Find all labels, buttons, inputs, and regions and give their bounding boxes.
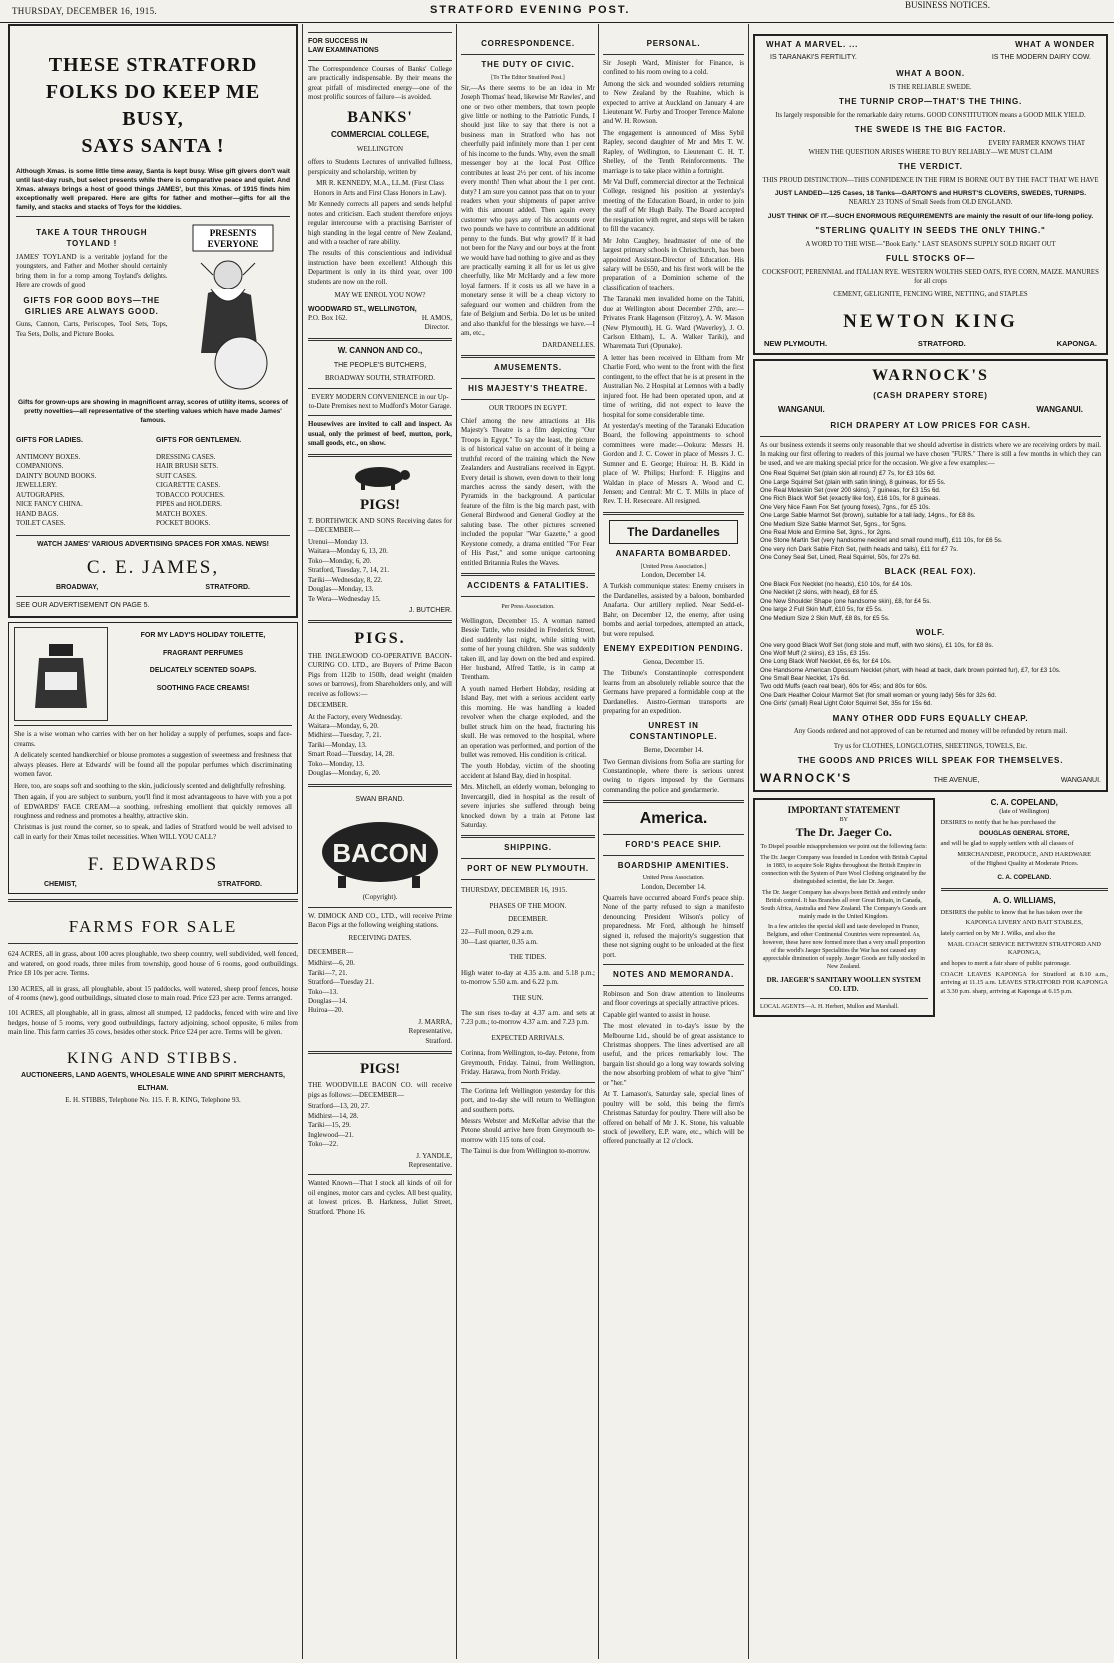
text-block: THE WOODVILLE BACON CO. will receive pigs as follows:—DECEMBER— — [308, 1081, 452, 1099]
james-intro: Although Xmas. is some little time away, Santa is kept busy. Wise gift givers don't wait until last-day rush, but select presents while there is comparative peace and quiet. And Xmas. always brings a host of good things JAMES', but this Xmas. of 1915 finds him exceptionally well prepared. Here are gifts for father and mother—gifts for all the family, and stacks and stacks of Toys for the kiddies. — [16, 168, 290, 211]
text-block: (late of Wellington) — [999, 808, 1050, 816]
text-block: Inglewood—21. — [308, 1130, 354, 1139]
perfume-bottle-illustration — [14, 627, 108, 721]
text-block: C. A. COPELAND, — [990, 797, 1058, 807]
text-block: WOLF. — [916, 627, 945, 637]
farm-listing: 101 ACRES, all ploughable, all in grass, almost all stumped, 12 paddocks, fenced with wire and live hedges, house of 5 rooms, very good outbuildings, factory adjoining, school opposite, 6 miles from main line. This farm carries 35 cows, besides other stock. Price £24 per acre. Terms will be given. — [8, 1009, 298, 1037]
text-block: MR R. KENNEDY, M.A., LL.M. (First Class Honors in Arts and First Class Honors in Law). — [313, 179, 447, 197]
text-block: IMPORTANT STATEMENT — [787, 804, 900, 815]
pigs-heading: PIGS. — [354, 630, 406, 648]
text-block: One New Shoulder Shape (one handsome skin), £8, for £4 5s. — [760, 597, 931, 605]
text-block: At T. Lamason's, Saturday sale, special lines of poultry will be sold, this being the firm's Christmas Saturday for poultry. There will also be offered on behalf of Mr J. K. Stone, his valuable stock of jewellery, E.P. ware, etc., which will be offered punctually at 12 o'clock. — [603, 1090, 744, 1146]
text-block: PHASES OF THE MOON. — [489, 901, 567, 910]
text-block: One Long Black Wolf Necklet, £6 6s, for £4 10s. — [760, 658, 892, 666]
text-block: BY — [839, 816, 848, 823]
text-block: Genoa, December 15. — [642, 657, 705, 666]
text-block: THE SWEDE IS THE BIG FACTOR. — [854, 125, 1007, 135]
text-block: Chief among the new attractions at His Majesty's Theatre is a film depicting "Our Troops in Egypt." To say the least, the picture is of historical value on account of it being a truthful record of the training which the New Zealanders and Australians received in Egypt. Every detail is shown, even down to their long marches across the sandy desert, with the Pyramids in the background. A particular feature of the film is the big march past, with General Birdwood and General Godley at the saluting base. The other pictures screened included the popular "War Gazette," a good Keystone comedy, a drama entitled "For Fear of His Past," and some unique cartooning entitled Britannia Rules the Waves. — [461, 416, 595, 567]
text-block: J. MARRA, — [418, 1017, 452, 1026]
text-block: MERCHANDISE, PRODUCE, AND HARDWARE — [957, 851, 1092, 859]
text-block: ANAFARTA BOMBARDED. — [615, 549, 732, 559]
list-item: NICE FANCY CHINA. — [16, 500, 83, 509]
america-heading: America. — [639, 810, 708, 828]
text-block: offers to Students Lectures of unrivalled fullness, perspicuity and scholarship, written by — [308, 158, 452, 176]
text-block: THE PEOPLE'S BUTCHERS, — [333, 361, 427, 369]
text-block: P.O. Box 162. — [308, 314, 348, 323]
list-item: POCKET BOOKS. — [156, 519, 211, 528]
text-block: Toko—13. — [308, 987, 339, 996]
jaeger-advert — [753, 798, 935, 1018]
warnocks-name: WARNOCK'S — [872, 366, 989, 384]
text-block: [To The Editor Stratford Post.] — [491, 74, 565, 81]
list-item: HAIR BRUSH SETS. — [156, 462, 219, 471]
text-block: MAY WE ENROL YOU NOW? — [334, 291, 426, 300]
issue-date: THURSDAY, DECEMBER 16, 1915. — [12, 6, 157, 16]
text-block: NOTES AND MEMORANDA. — [612, 970, 735, 980]
text-block: Tariki—7, 21. — [308, 968, 348, 977]
text-block: COMMERCIAL COLLEGE, — [330, 130, 430, 140]
text-block: One Real Squirrel Set (plain skin all round) £7 7s, for £3 10s 6d. — [760, 470, 936, 478]
text-block: Midhirst—6, 20. — [308, 959, 355, 968]
text-block: Stratford. — [425, 1036, 452, 1045]
text-block: Wanted Known—That I stock all kinds of oil for oil engines, motor cars and cycles. All best quality, at lowest prices. B. Harkness, Juliet Street, Stratford. 'Phone 16. — [308, 1179, 452, 1216]
list-item: TOILET CASES. — [16, 519, 66, 528]
text-block: As our business extends it seems only reasonable that we should advertise in districts where we are receiving orders by mail. In making our first offering to readers of this journal we have chosen "FURS." There is still a few months in which they can be used, and we are making special price for the occasion. We give a few examples:— — [760, 441, 1101, 468]
text-block: THE TURNIP CROP—THAT'S THE THING. — [838, 97, 1023, 107]
text-block: WARNOCK'S — [760, 770, 853, 785]
jaeger-name: The Dr. Jaeger Co. — [795, 824, 892, 839]
text-block: The most elevated in to-day's issue by the Melbourne Ltd., should be of great assistance to Christmas shoppers. The lines advertised are all useful, and the prices remarkably low. The bargain list should go a long way towards solving the now absorbing problem of what to give "him" or "her." — [603, 1022, 744, 1087]
text-block: Mr Kennedy corrects all papers and sends helpful notes and criticism. Each student therefore enjoys regular intercourse with a practising Barrister of high standing in the legal centre of New Zealand, and with a teacher of rare ability. — [308, 200, 452, 246]
text-block: Tariki—Monday, 13. — [308, 740, 367, 749]
edwards-name: F. EDWARDS — [87, 854, 219, 876]
column-3 — [461, 24, 595, 1659]
text-block: KAPONGA LIVERY AND BAIT STABLES, — [965, 919, 1083, 927]
section-title: BUSINESS NOTICES. — [905, 0, 991, 10]
toyland-text: JAMES' TOYLAND is a veritable joyland for the youngsters, and Father and Mother should certainly bring them in for a romp among Toyland's delights. Here are crowds of good — [16, 253, 168, 290]
king-stibbs-name: KING AND STIBBS. — [66, 1049, 239, 1067]
text-block: T. BORTHWICK AND SONS Receiving dates for—DECEMBER— — [308, 517, 452, 535]
text-block: J. YANDLE, — [416, 1151, 452, 1160]
text-block: One Medium Size 2 Skin Muff, £8 8s, for £5 5s. — [760, 614, 890, 622]
text-block: THE TIDES. — [509, 953, 547, 962]
text-block: FOR SUCCESS IN — [308, 38, 368, 45]
text-block: Mrs. Mitchell, an elderly woman, belonging to Invercargill, died in hospital as the result of severe injuries she suffered through being knocked down by a train at Petone last Saturday. — [461, 783, 595, 830]
text-block: Representative, — [408, 1027, 452, 1036]
text-block: DESIRES to notify that he has purchased the — [940, 819, 1056, 827]
text-block: A delicately scented handkerchief or blouse promotes a suggestion of sweetness and freshness that always pleases. Here at Edwards' will be found all the popular perfumes which discriminating women favor. — [14, 751, 292, 779]
text-block: THE INGLEWOOD CO-OPERATIVE BACON-CURING CO. LTD., are Buyers of Prime Bacon Pigs from 112lb to 150lb, dead weight (maiden sows or barrows), from Shareholders only, and will receive as follows:— — [308, 651, 452, 698]
text-block: In a few articles the special skill and taste developed in France, Belgium, and other Continental Countries were represented. As, however, these have now formed more than a very small proportion of the world's Jaeger Specialities the War has not caused any appreciable diminution of supply. Jaeger Goods are fully stocked in New Zealand. — [762, 923, 926, 971]
text-block: Berne, December 14. — [643, 746, 704, 755]
text-block: A. O. WILLIAMS, — [992, 895, 1056, 905]
text-block: One Rich Black Wolf Set (exactly like fox), £16 10s, for 8 guineas. — [760, 495, 941, 503]
boys-heading: GIFTS FOR GOOD BOYS—THE GIRLIES ARE ALWAYS GOOD. — [23, 295, 161, 316]
list-item: JEWELLERY. — [16, 481, 57, 490]
text-block: WELLINGTON — [356, 145, 404, 154]
newton-king-name: NEWTON KING — [843, 311, 1018, 333]
farm-listing: 624 ACRES, all in grass, about 100 acres ploughable, two sheep country, well subdivided, well fenced, and watered, on good roads, three miles from township, good house of 6 rooms, good outbuildings. Price £8 10s per acre. Terms. — [8, 950, 298, 978]
text-block: DECEMBER— — [308, 947, 354, 956]
text-block: At yesterday's meeting of the Taranaki Education Board, the following appointments to school committees were made:—Ookura: Messrs H. Gordon and J. C. Cower in place of Messrs J. C. Sumner and E. George; Huiroa: H. B. Kidd in place of W. Philips; Hurford: F. Higgins and Waldan in place of Messrs A. Wood and C. Jensen; and Central: Mr C. T. Mills in place of Rev. T. H. Reseceare. All resigned. — [603, 421, 744, 506]
text-block: Mr John Caughey, headmaster of one of the largest primary schools in Christchurch, has been appointed Assistant-Director of Education. His salary will be £650, and his first work will be the preparation of a Dominion scheme of the classification of teachers. — [603, 236, 744, 292]
column-1 — [8, 24, 298, 1659]
text-block: Sir,—As there seems to be an idea in Mr Joseph Thomas' head, likewise Mr Rawles', and one or two other members, that town people give little or nothing to the Patriotic Funds, I should just like to say that there is not a business man in Stratford who has not cheerfully paid infinitely more than 1 per cent of his income to the funds. Why, even the small messenger boy at the local Post Office contributes at least 2½ per cent. of his income every month! Then what about the 1 per cent. duty? I am sure you cannot pass that on to your readers when your shipments of paper arrive with this amount added. Then again every customer who pays any of his accounts over two pounds we have to contribute an additional penny to the funds. But why growl? If it had not been for the Navy and our boys at the front we would have had nothing to give and as they are practically earning it all for us let us give cheerfully, like Mr McHardy and a few more loyal farmers. If it costs us all we have in a monetary sense it will be a cheap victory to safeguard our women and children from the fate of Belgium and Serbia. Do let us be united and also thankful for the blessings we have.—I am, etc., — [461, 83, 595, 338]
text-block: KAPONGA. — [1056, 338, 1097, 348]
text-block: DOUGLAS GENERAL STORE, — [979, 829, 1070, 837]
text-block: One Large Sable Marmot Set (brown), suitable for a tall lady, 14gns., for £8 8s. — [760, 512, 976, 520]
text-block: The sun rises to-day at 4.37 a.m. and sets at 7.23 p.m.; to-morrow 4.37 a.m. and 7.23 p.m. — [461, 1009, 595, 1027]
text-block: MANY OTHER ODD FURS EQUALLY CHEAP. — [832, 713, 1029, 723]
text-block: The Corinna left Wellington yesterday for this port, and to-day she will return to Wellington and southern ports. — [461, 1086, 595, 1114]
text-block: 22—Full moon, 0.29 a.m. — [461, 928, 534, 937]
list-item: MATCH BOXES. — [156, 509, 207, 518]
text-block: A WORD TO THE WISE—"Book Early." LAST SEASON'S SUPPLY SOLD RIGHT OUT — [805, 240, 1056, 248]
text-block: STRATFORD. — [217, 880, 262, 888]
text-block: Smart Road—Tuesday, 14, 28. — [308, 750, 395, 759]
text-block: THESE STRATFORD — [48, 54, 258, 76]
text-block: FRAGRANT PERFUMES — [162, 649, 244, 657]
text-block: OUR TROOPS IN EGYPT. — [489, 403, 567, 412]
text-block: Sir Joseph Ward, Minister for Finance, is confined to his room owing to a cold. — [603, 58, 744, 77]
text-block: THE DUTY OF CIVIC. — [481, 59, 575, 69]
text-block: Toko—22. — [308, 1140, 339, 1149]
text-block: MAIL COACH SERVICE BETWEEN STRATFORD AND KAPONGA, — [947, 940, 1101, 957]
newton-king-advert — [753, 34, 1108, 355]
text-block: EVERY MODERN CONVENIENCE in our Up-to-Date Premises next to Mudford's Motor Garage. — [308, 392, 452, 410]
text-block: The Tribune's Constantinople correspondent learns from an absolutely reliable source that the Germans have prepared a formidable coup at the Dardanelles. Austro-German transports are preparing for an expedition. — [603, 669, 744, 716]
text-block: DECEMBER. — [508, 914, 548, 923]
text-block: THURSDAY, DECEMBER 16, 1915. — [461, 886, 568, 895]
text-block: The youth Hobday, victim of the shooting accident at Island Bay, died in hospital. — [461, 762, 595, 780]
text-block: DR. JAEGER'S SANITARY WOOLLEN SYSTEM CO. LTD. — [766, 975, 921, 993]
text-block: BROADWAY SOUTH, STRATFORD. — [325, 374, 435, 383]
text-block: W. DIMOCK AND CO., LTD., will receive Prime Bacon Pigs at the following weighing stations. — [308, 911, 452, 929]
text-block: High water to-day at 4.35 a.m. and 5.18 p.m.; to-morrow 5.50 a.m. and 6.22 p.m. — [461, 968, 595, 987]
text-block: Waitara—Monday 6, 13, 20. — [308, 547, 388, 556]
text-block: and hopes to merit a fair share of public patronage. — [940, 959, 1071, 967]
text-block: One Wolf Muff (2 skins), £3 15s, £3 15s. — [760, 650, 871, 658]
pig-icon — [340, 462, 420, 492]
text-block: Per Press Association. — [501, 603, 555, 610]
text-block: Director. — [424, 323, 450, 332]
text-block: Wellington, December 15. A woman named Bessie Tattle, who resided in Frederick Street, died suddenly last night, while sitting with some of her young children. She was suddenly taken ill, and lay down on the bed and expired. Her husband, Alfred Tattle, is in camp at Trentham. — [461, 616, 595, 682]
column-2 — [308, 24, 452, 1659]
text-block: WANGANUI. — [1036, 405, 1083, 415]
list-item: HAND BAGS. — [16, 509, 59, 518]
text-block: Midhirst—Tuesday, 7, 21. — [308, 731, 382, 740]
text-block: FOR MY LADY'S HOLIDAY TOILETTE, — [140, 632, 266, 640]
bacon-logo-text: BACON — [332, 838, 428, 869]
text-block: One Large Squirrel Set (plain with satin lining), 8 guineas, for £5 5s. — [760, 478, 946, 486]
pigs-heading: PIGS! — [359, 496, 400, 513]
text-block: One Small Bear Necklet, 17s 6d. — [760, 675, 850, 683]
text-block: THIS PROUD DISTINCTION—THIS CONFIDENCE IN THE FIRM IS BORNE OUT BY THE FACT THAT WE HAVE — [762, 177, 1099, 185]
text-block: A Turkish communique states: Enemy cruisers in the Dardanelles, assisted by a baloon, bombarded Anafarta. Our artillery replied. Near Sedd-el-Bahr, on December 12, the enemy, after using bombs and aerial torpedoes, attempted an attack, but were repulsed. — [603, 582, 744, 638]
text-block: [United Press Association.] — [640, 563, 707, 570]
list-item: TOBACCO POUCHES. — [156, 490, 225, 499]
text-block: Quarrels have occurred aboard Ford's peace ship. None of the party refused to sign a manifesto denouncing President Wilson's policy of preparedness. Mr Ford, although he himself signed it, refused the majority's suggestion that these not signing ought to be unloaded at the first port. — [603, 893, 744, 959]
ladies-heading: GIFTS FOR LADIES. — [16, 436, 83, 444]
text-block: One Real Mole and Ermine Set, 3gns., for 2gns. — [760, 528, 892, 536]
text-block: EXPECTED ARRIVALS. — [491, 1033, 565, 1042]
text-block: BROADWAY, — [56, 583, 99, 591]
text-block: WANGANUI. — [1060, 776, 1101, 784]
see-page-notice: SEE OUR ADVERTISEMENT ON PAGE 5. — [16, 602, 150, 610]
text-block: EVERY FARMER KNOWS THAT — [988, 139, 1085, 147]
text-block: She is a wise woman who carries with her on her holiday a supply of perfumes, soaps and face-creams. — [14, 730, 292, 748]
text-block: Toko—Monday, 13. — [308, 759, 365, 768]
text-block: One Handsome American Opossum Necklet (short, with head at back, dark brown pointed fur), £7, for £3 10s. — [760, 666, 1061, 674]
text-block: WHEN THE QUESTION ARISES WHERE TO BUY RELIABLY—WE MUST CLAIM — [808, 149, 1053, 157]
text-block: UNREST IN CONSTANTINOPLE. — [629, 721, 718, 742]
text-block: A letter has been received in Eltham from Mr Charlie Ford, who went to the front with the first contingent, to the effect that he is at present in the Australian No. 2 Hospital at Lemnos with a badly injured foot. He had been operated upon, and at time of writing, did not expect to leave the hospital for some considerable time. — [603, 353, 744, 419]
text-block: Stratford—Tuesday 21. — [308, 978, 374, 987]
text-block: Housewives are invited to call and inspect. As usual, only the primest of beef, mutton, pork, small goods, etc., on show. — [308, 420, 452, 448]
text-block: WHAT A WONDER — [1015, 40, 1095, 49]
text-block: London, December 14. — [641, 571, 706, 579]
text-block: The Correspondence Courses of Banks' College are practically indispensable. By their means the great pitfall of misdirected energy—one of the most prolific sources of failure—is avoided. — [308, 64, 452, 102]
shipping-heading: SHIPPING. — [504, 843, 552, 853]
text-block: ELTHAM. — [137, 1084, 169, 1092]
text-block: One Very Nice Fawn Fox Set (young foxes), 7gns., for £5 10s. — [760, 503, 931, 511]
svg-text:EVERYONE: EVERYONE — [208, 239, 259, 250]
text-block: Any Goods ordered and not approved of can be returned and money will be refunded by return mail. — [793, 728, 1068, 736]
text-block: RICH DRAPERY AT LOW PRICES FOR CASH. — [830, 421, 1031, 431]
text-block: One Stone Martin Set (very handsome necklet and small round muff), £11 10s, for £6 5s. — [760, 537, 1003, 545]
text-block: Robinson and Son draw attention to linoleums and floor coverings at specially attractive prices. — [603, 989, 744, 1008]
text-block: (Copyright). — [362, 893, 398, 902]
text-block: One Black Fox Necklet (no heads), £10 10s, for £4 10s. — [760, 581, 913, 589]
pigs-heading: PIGS! — [359, 1061, 400, 1078]
text-block: and will be glad to supply settlers with all classes of — [940, 840, 1074, 848]
list-item: COMPANIONS. — [16, 462, 64, 471]
text-block: J. BUTCHER. — [408, 606, 452, 614]
text-block: IS TARANAKI'S FERTILITY. — [770, 53, 857, 61]
text-block: Try us for CLOTHES, LONGCLOTHS, SHEETINGS, TOWELS, Etc. — [833, 742, 1028, 750]
list-item: AUTOGRAPHS. — [16, 490, 65, 499]
text-block: One very rich Dark Sable Fitch Set, (with heads and tails), £11 for £7 7s. — [760, 545, 958, 553]
text-block: ENEMY EXPEDITION PENDING. — [603, 644, 744, 654]
text-block: STRATFORD. — [205, 583, 250, 591]
list-item: CIGARETTE CASES. — [156, 481, 221, 490]
james-headline — [16, 52, 290, 160]
text-block: of the Highest Quality at Moderate Prices. — [970, 859, 1079, 867]
text-block: C. A. COPELAND. — [997, 874, 1052, 882]
list-item: DAINTY BOUND BOOKS. — [16, 471, 97, 480]
text-block: NEARLY 23 TONS of Small Seeds from OLD ENGLAND. — [848, 199, 1013, 207]
text-block: The results of this conscientious and individual instruction have been excellent! Although this Department is only in its third year, over 100 students are now on the roll. — [308, 249, 452, 286]
text-block: Then again, if you are subject to sunburn, you'll find it most advantageous to have with you a pot of EDWARDS' FACE CREAM—a soothing, refreshing emollient that quickly removes all roughness and redness and promotes a healthy, attractive skin. — [14, 793, 292, 820]
bacon-logo — [316, 812, 444, 890]
text-block: The Dr. Jaeger Company has always been British and entirely under British control. It has Branches all over Great Britain, in Canada, South Africa, Australia and New Zealand. The Company's Goods are mainly made in the United Kingdom. — [761, 889, 927, 920]
text-block: Capable girl wanted to assist in house. — [603, 1010, 711, 1019]
text-block: IS THE MODERN DAIRY COW. — [991, 53, 1091, 61]
text-block: Te Wera—Wednesday 15. — [308, 594, 381, 603]
text-block: FULL STOCKS OF— — [885, 253, 976, 263]
text-block: One Dark Heather Colour Marmot Set (for small woman or young lady) 56s for 32s 6d. — [760, 691, 997, 699]
text-block: SWAN BRAND. — [355, 795, 405, 803]
text-block: CEMENT, GELIGNITE, FENCING WIRE, NETTING, and STAPLES — [833, 290, 1028, 298]
text-block: One Real Moleskin Set (over 200 skins), 7 guineas, for £3 15s 6d. — [760, 487, 941, 495]
text-block: United Press Association. — [642, 875, 705, 882]
text-block: THE GOODS AND PRICES WILL SPEAK FOR THEMSELVES. — [797, 755, 1064, 765]
text-block: Messrs Webster and McKellar advise that the Petone should arrive here from Greymouth to-morrow with 115 tons of coal. — [461, 1116, 595, 1144]
text-block: Waitara—Monday, 6, 20. — [308, 722, 379, 731]
text-block: Stratford—13, 20, 27. — [308, 1102, 370, 1111]
farms-heading: FARMS FOR SALE — [68, 917, 238, 937]
text-block: SAYS SANTA ! — [81, 135, 225, 157]
text-block: BLACK (REAL FOX). — [884, 567, 977, 577]
column-5 — [753, 24, 1108, 1659]
text-block: THE VERDICT. — [898, 162, 963, 172]
list-item: ANTIMONY BOXES. — [16, 453, 81, 461]
text-block: A youth named Herbert Hobday, residing at Island Bay, met with a serious accident early this morning. He was handling a loaded revolver when the charge exploded, and the bullet struck him on the head, fracturing his skull. He was removed to the hospital, where an operation was performed, and portion of the bullet was removed. His condition is critical. — [461, 684, 595, 759]
text-block: One Medium Size Sable Marmot Set, 5gns., for 5gns. — [760, 520, 907, 528]
text-block: Stratford, Tuesday, 7, 14, 21. — [308, 566, 390, 575]
text-block: DESIRES the public to know that he has taken over the — [940, 908, 1083, 916]
text-block: One Coney Seal Set, Lined, Real Squirrel, 50s, for 27s 6d. — [760, 553, 921, 561]
text-block: Here, too, are soaps soft and soothing to the skin, judiciously scented and delightfully refreshing. — [14, 781, 286, 790]
cannon-name: W. CANNON AND CO., — [337, 345, 423, 355]
list-item: DRESSING CASES. — [156, 453, 216, 461]
text-block: London, December 14. — [641, 882, 706, 891]
text-block: 30—Last quarter, 0.35 a.m. — [461, 937, 538, 946]
text-block: One Girls' (small) Real Light Color Squirrel Set, 35s for 15s 6d. — [760, 700, 933, 708]
text-block: RECEIVING DATES. — [348, 934, 412, 943]
correspondence-heading: CORRESPONDENCE. — [481, 39, 575, 48]
james-advert — [8, 24, 298, 618]
text-block: DECEMBER. — [308, 701, 348, 710]
text-block: E. H. STIBBS, Telephone No. 115. F. R. KING, Telephone 93. — [65, 1096, 241, 1105]
text-block: JUST LANDED—125 Cases, 18 Tanks—GARTON'S and HURST'S CLOVERS, SWEDES, TURNIPS. — [774, 190, 1087, 198]
text-block: Mr Val Duff, commercial director at the Technical College, resigned his position at yesterday's meeting of the Education Board, in order to join the staff of Mr Hugh Baily. The Board accepted the resignation with regret, and steps will be taken to fill the vacancy. — [603, 178, 744, 234]
text-block: To Dispel possible misapprehension we point out the following facts: — [760, 844, 927, 851]
dardanelles-heading: The Dardanelles — [609, 520, 738, 544]
text-block: HIS MAJESTY'S THEATRE. — [468, 383, 588, 393]
james-name: C. E. JAMES, — [86, 556, 220, 578]
list-item: PIPES and HOLDERS. — [156, 500, 222, 509]
text-block: The engagement is announced of Miss Sybil Rapley, second daughter of Mr and Mrs T. W. Rapley, of Wellington, to Lieutenant C. H. T. Shelley, of the Tenth Reinforcements. The marriage is to take place within a fortnight. — [603, 128, 744, 175]
text-block: Two German divisions from Sofia are starting for Constantinople, where there is serious unrest owing to rigors imposed by the Germans commanding the police and gendarmerie. — [603, 757, 744, 794]
text-block: Midhirst—14, 28. — [308, 1111, 359, 1120]
text-block: SOOTHING FACE CREAMS! — [156, 684, 250, 692]
toyland-heading: TAKE A TOUR THROUGH TOYLAND ! — [36, 228, 148, 249]
text-block: Two odd Muffs (each real bear), 60s for 45s; and 80s for 60s. — [760, 683, 928, 691]
text-block: Douglas—Monday, 6, 20. — [308, 769, 381, 778]
text-block: Douglas—Monday, 13. — [308, 585, 374, 594]
text-block: NEW PLYMOUTH. — [764, 338, 828, 348]
edwards-advert — [8, 622, 298, 894]
text-block: AUCTIONEERS, LAND AGENTS, WHOLESALE WINE AND SPIRIT MERCHANTS, — [21, 1072, 285, 1080]
text-block: JUST THINK OF IT.—SUCH ENORMOUS REQUIREMENTS are mainly the result of our life-long policy. — [767, 212, 1094, 220]
newspaper-title: STRATFORD EVENING POST. — [430, 4, 631, 16]
banks-name: BANKS' — [347, 108, 413, 126]
ladies-list — [16, 453, 150, 529]
text-block: Tariki—15, 29. — [308, 1121, 351, 1130]
text-block: Huiroa—20. — [308, 1006, 344, 1015]
text-block: STRATFORD. — [917, 338, 966, 348]
text-block: PORT OF NEW PLYMOUTH. — [467, 864, 589, 874]
farm-listing: 130 ACRES, all in grass, all ploughable, about 15 paddocks, well watered, sheep proof fences, house of 4 rooms (new), good outbuildings, situated close to main road. Price £23 per acre. Terms arranged. — [8, 984, 298, 1003]
text-block: WOODWARD ST., WELLINGTON, — [308, 305, 417, 313]
text-block: WANGANUI. — [778, 405, 825, 415]
text-block: H. AMOS, — [421, 314, 452, 323]
personal-heading: PERSONAL. — [646, 39, 701, 48]
text-block: THE SUN. — [512, 993, 544, 1002]
text-block: Corinna, from Wellington, to-day. Petone, from Greymouth, Friday. Tainui, from Wellington, Friday. Harawa, from North Friday. — [461, 1049, 595, 1077]
text-block: One large 2 Full Skin Muff, £10 5s, for £5 5s. — [760, 606, 883, 614]
santa-illustration — [173, 223, 290, 396]
text-block: Representative. — [408, 1160, 452, 1169]
text-block: Tariki—Wednesday, 8, 22. — [308, 575, 383, 584]
warnocks-advert — [753, 359, 1108, 792]
text-block: Christmas is just round the corner, so to speak, and ladies of Stratford would be well advised to call in early for their Xmas toilet necessities. When WILL YOU CALL? — [14, 823, 292, 841]
text-block: Among the sick and wounded soldiers returning to New Zealand by the Ruahine, which is expected to arrive at Auckland on January 4 are Lieutenant W. Furby and Trooper Terence Malone and W. H. Rowson. — [603, 79, 744, 126]
text-block: CHEMIST, — [44, 880, 77, 888]
text-block: lately carried on by Mr J. Wilks, and also the — [940, 930, 1056, 938]
text-block: BOARDSHIP AMENITIES. — [617, 860, 730, 870]
text-block: COACH LEAVES KAPONGA for Stratford at 8.10 a.m., arriving at 11.15 a.m. LEAVES STRATFORD FOR KAPONGA at 3.30 p.m. sharp, arriving at Kaponga at 6.15 p.m. — [940, 970, 1108, 995]
text-block: FORD'S PEACE SHIP. — [625, 839, 722, 849]
text-block: Its largely responsible for the remarkable dairy returns. GOOD CONSTITUTION means a GOOD MILK YIELD. — [775, 112, 1086, 119]
amusements-heading: AMUSEMENTS. — [494, 362, 562, 372]
furs-list — [760, 470, 1101, 562]
text-block: IS THE RELIABLE SWEDE. — [889, 84, 972, 92]
text-block: The Taranaki men invalided home on the Tahiti, due at Wellington about December 27th, are:—Privates Frank Hagenson (Fitzroy), A. W. Mason (New Plymouth), H. G. Ward (Waverley), J. O. Carlson Eltham), L. A. Walker Tariki), and Wharemata Turi (Opunake). — [603, 295, 744, 351]
text-block: The Tainui is due from Wellington to-morrow. — [461, 1147, 591, 1156]
text-block: At the Factory, every Wednesday. — [308, 712, 403, 721]
text-block: Douglas—14. — [308, 997, 348, 1006]
list-item: SUIT CASES. — [156, 471, 197, 480]
gents-heading: GIFTS FOR GENTLEMEN. — [156, 436, 242, 444]
text-block: WHAT A MARVEL. ... — [766, 40, 859, 49]
text-block: Toko—Monday, 6, 20. — [308, 556, 372, 565]
text-block: Urenui—Monday 13. — [308, 537, 369, 546]
text-block: WHAT A BOON. — [896, 69, 965, 79]
text-block: (CASH DRAPERY STORE) — [873, 391, 988, 401]
gents-list — [156, 453, 290, 529]
accidents-heading: ACCIDENTS & FATALITIES. — [466, 580, 590, 590]
text-block: "STERLING QUALITY IN SEEDS THE ONLY THING." — [815, 225, 1046, 235]
boys-text: Guns, Cannon, Carts, Periscopes, Tool Sets, Tops, Tea Sets, Dolls, and Picture Books. — [16, 320, 168, 338]
text-block: One Necklet (2 skins, with head), £8 for £5. — [760, 589, 879, 597]
text-block: FOLKS DO KEEP ME BUSY, — [45, 81, 261, 130]
watch-notice: WATCH JAMES' VARIOUS ADVERTISING SPACES FOR XMAS. NEWS! — [36, 540, 270, 548]
grownups-text: Gifts for grown-ups are showing in magnificent array, scores of utility items, scores of pretty novelties—all representative of the sterling values which have made James' famous. — [18, 398, 288, 424]
text-block: The Dr. Jaeger Company was founded in London with British Capital in 1883, to acquire Sole Rights throughout the British Empire in connection with the System of Pure Wool Clothing originated by the distinguished scientist, the late Dr. Jaeger. — [760, 855, 928, 886]
text-block: DELICATELY SCENTED SOAPS. — [149, 667, 257, 675]
santa-sign-text: PRESENTS — [210, 228, 257, 239]
text-block: DARDANELLES. — [542, 340, 595, 349]
text-block: One very good Black Wolf Set (long stole and muff, with two skins), £1 10s, for £8 8s. — [760, 641, 994, 649]
column-4 — [603, 24, 744, 1659]
text-block: LAW EXAMINATIONS — [308, 47, 379, 55]
text-block: COCKSFOOT, PERENNIAL and ITALIAN RYE. WESTERN WOLTHS SEED OATS, RYE CORN, MAIZE. MANURES for all crops — [762, 268, 1099, 285]
copeland-williams-adverts — [941, 798, 1109, 1022]
text-block: THE AVENUE, — [933, 776, 980, 784]
text-block: LOCAL AGENTS—A. H. Herbert, Mullon and Marshall. — [760, 1004, 899, 1011]
